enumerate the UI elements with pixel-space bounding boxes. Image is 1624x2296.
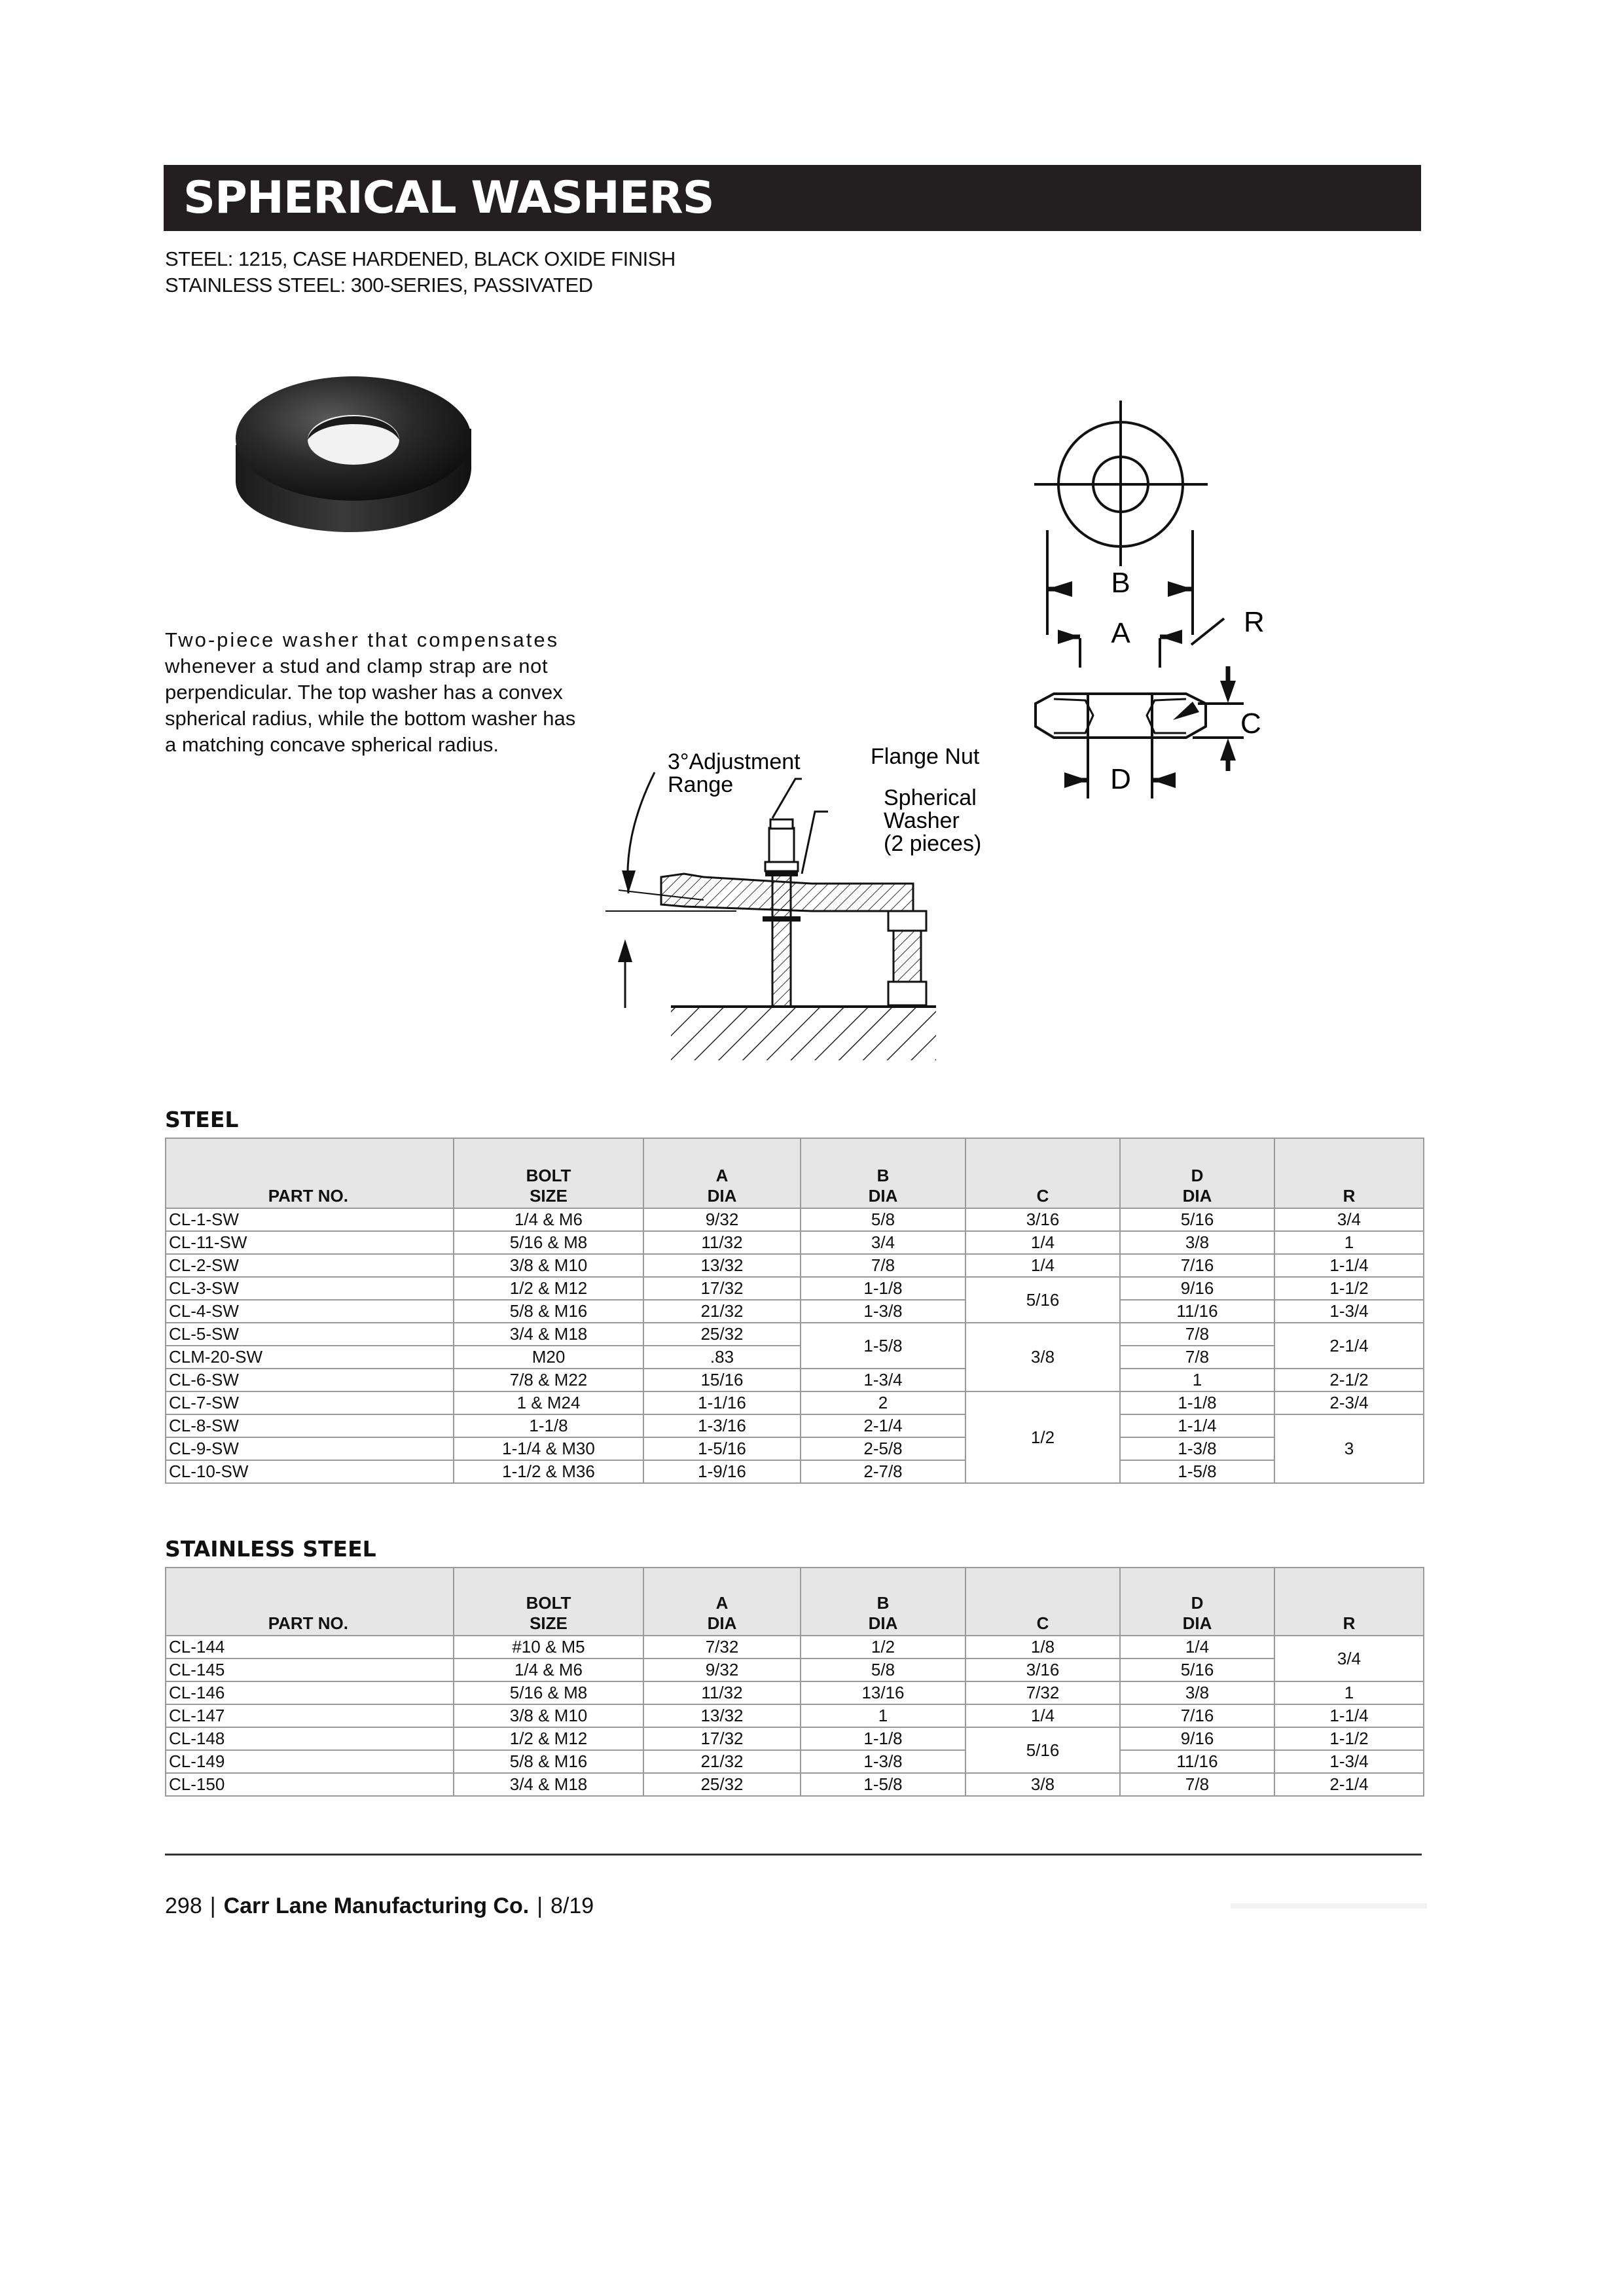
cell-d: 7/8 <box>1120 1323 1274 1346</box>
label-r: R <box>1244 606 1265 638</box>
cell-r: 1-1/4 <box>1274 1254 1424 1277</box>
cell-r: 1-1/2 <box>1274 1277 1424 1300</box>
cell-a: 25/32 <box>643 1323 801 1346</box>
cell-part: CL-9-SW <box>166 1437 454 1460</box>
label-spherical-washer: Spherical <box>884 785 977 810</box>
cell-d: 5/16 <box>1120 1208 1274 1231</box>
cell-d: 7/16 <box>1120 1704 1274 1727</box>
cell-bolt: 5/8 & M16 <box>454 1750 643 1773</box>
cell-r: 2-1/4 <box>1274 1323 1424 1369</box>
page-title: SPHERICAL WASHERS <box>183 172 714 224</box>
cell-bolt: 5/16 & M8 <box>454 1681 643 1704</box>
cell-part: CL-7-SW <box>166 1391 454 1414</box>
label-a: A <box>1111 617 1130 649</box>
cell-r: 3/4 <box>1274 1636 1424 1681</box>
cell-part: CL-10-SW <box>166 1460 454 1483</box>
table-row <box>166 1437 1424 1460</box>
cell-a: 13/32 <box>643 1704 801 1727</box>
cell-part: CL-11-SW <box>166 1231 454 1254</box>
cell-r: 1-1/4 <box>1274 1704 1424 1727</box>
label-flange-nut: Flange Nut <box>871 744 980 769</box>
faint-footer-mark <box>1231 1898 1427 1914</box>
table-row <box>166 1323 1424 1346</box>
table-row <box>166 1704 1424 1727</box>
cell-bolt: 3/8 & M10 <box>454 1254 643 1277</box>
cell-c: 1/8 <box>965 1636 1120 1659</box>
cell-bolt: 5/8 & M16 <box>454 1300 643 1323</box>
header-part-no: PART NO. <box>166 1138 454 1208</box>
cell-a: 1-5/16 <box>643 1437 801 1460</box>
cell-c: 1/4 <box>965 1254 1120 1277</box>
cell-b: 1/2 <box>801 1636 965 1659</box>
cell-d: 1/4 <box>1120 1636 1274 1659</box>
cell-part: CL-2-SW <box>166 1254 454 1277</box>
table-row <box>166 1277 1424 1300</box>
cell-part: CL-148 <box>166 1727 454 1750</box>
table-row <box>166 1369 1424 1391</box>
cell-part: CLM-20-SW <box>166 1346 454 1369</box>
cell-d: 9/16 <box>1120 1727 1274 1750</box>
company-name: Carr Lane Manufacturing Co. <box>223 1893 530 1918</box>
cell-a: 1-3/16 <box>643 1414 801 1437</box>
footer-date: 8/19 <box>550 1893 594 1918</box>
label-adjustment-range-2: Range <box>668 772 734 797</box>
product-description <box>165 627 577 758</box>
cell-a: 9/32 <box>643 1659 801 1681</box>
label-c: C <box>1240 708 1261 740</box>
header-a-dia: A DIA <box>643 1568 801 1636</box>
label-spherical-washer-3: (2 pieces) <box>884 831 982 856</box>
cell-d: 7/8 <box>1120 1346 1274 1369</box>
header-a-dia: A DIA <box>643 1138 801 1208</box>
cell-r: 2-1/2 <box>1274 1369 1424 1391</box>
stainless-table <box>165 1567 1424 1797</box>
cell-d: 11/16 <box>1120 1750 1274 1773</box>
cell-bolt: 1-1/4 & M30 <box>454 1437 643 1460</box>
cell-r: 2-1/4 <box>1274 1773 1424 1796</box>
cell-b: 1-3/8 <box>801 1300 965 1323</box>
cell-b: 1-5/8 <box>801 1773 965 1796</box>
cell-d: 9/16 <box>1120 1277 1274 1300</box>
cell-c: 1/4 <box>965 1704 1120 1727</box>
label-d: D <box>1110 763 1131 795</box>
cell-bolt: 3/4 & M18 <box>454 1323 643 1346</box>
cell-c: 3/16 <box>965 1208 1120 1231</box>
cell-bolt: 3/8 & M10 <box>454 1704 643 1727</box>
table-row <box>166 1727 1424 1750</box>
cell-r: 1-3/4 <box>1274 1750 1424 1773</box>
cell-a: .83 <box>643 1346 801 1369</box>
cell-bolt: 1/4 & M6 <box>454 1659 643 1681</box>
description-line: spherical radius, while the bottom washer has <box>165 707 576 730</box>
table-row <box>166 1208 1424 1231</box>
table-row <box>166 1750 1424 1773</box>
cell-b: 2-7/8 <box>801 1460 965 1483</box>
cell-a: 11/32 <box>643 1231 801 1254</box>
cell-c: 5/16 <box>965 1727 1120 1773</box>
footer-separator: | <box>209 1893 216 1918</box>
header-d-dia: D DIA <box>1120 1138 1274 1208</box>
cell-c: 1/4 <box>965 1231 1120 1254</box>
table-row <box>166 1231 1424 1254</box>
cell-d: 3/8 <box>1120 1681 1274 1704</box>
cell-bolt: 7/8 & M22 <box>454 1369 643 1391</box>
cell-a: 15/16 <box>643 1369 801 1391</box>
cell-a: 21/32 <box>643 1750 801 1773</box>
cell-r: 1-1/2 <box>1274 1727 1424 1750</box>
header-bolt-size: BOLT SIZE <box>454 1138 643 1208</box>
cell-bolt: 1/2 & M12 <box>454 1727 643 1750</box>
header-d-dia: D DIA <box>1120 1568 1274 1636</box>
cell-a: 21/32 <box>643 1300 801 1323</box>
material-spec-steel: STEEL: 1215, CASE HARDENED, BLACK OXIDE FINISH <box>165 247 676 270</box>
header-c: C <box>965 1568 1120 1636</box>
cell-bolt: 3/4 & M18 <box>454 1773 643 1796</box>
cell-d: 1-1/4 <box>1120 1414 1274 1437</box>
cell-bolt: #10 & M5 <box>454 1636 643 1659</box>
washer-dimension-diagram <box>1021 393 1296 805</box>
cell-d: 11/16 <box>1120 1300 1274 1323</box>
title-bar <box>164 165 1421 231</box>
cell-c: 5/16 <box>965 1277 1120 1323</box>
cell-d: 1-5/8 <box>1120 1460 1274 1483</box>
steel-table <box>165 1138 1424 1484</box>
cell-b: 1-1/8 <box>801 1277 965 1300</box>
cell-r: 1 <box>1274 1681 1424 1704</box>
description-line: whenever a stud and clamp strap are not <box>165 655 549 677</box>
cell-b: 1-3/4 <box>801 1369 965 1391</box>
cell-r: 1-3/4 <box>1274 1300 1424 1323</box>
cell-bolt: 1-1/8 <box>454 1414 643 1437</box>
cell-a: 1-9/16 <box>643 1460 801 1483</box>
cell-part: CL-5-SW <box>166 1323 454 1346</box>
cell-a: 13/32 <box>643 1254 801 1277</box>
cell-a: 7/32 <box>643 1636 801 1659</box>
cell-b: 5/8 <box>801 1659 965 1681</box>
material-spec-stainless: STAINLESS STEEL: 300-SERIES, PASSIVATED <box>165 274 593 296</box>
label-spherical-washer-2: Washer <box>884 808 960 833</box>
table-row <box>166 1659 1424 1681</box>
cell-c: 3/8 <box>965 1773 1120 1796</box>
header-part-no: PART NO. <box>166 1568 454 1636</box>
cell-d: 7/16 <box>1120 1254 1274 1277</box>
cell-part: CL-149 <box>166 1750 454 1773</box>
cell-a: 1-1/16 <box>643 1391 801 1414</box>
header-r: R <box>1274 1138 1424 1208</box>
header-r: R <box>1274 1568 1424 1636</box>
cell-r: 3 <box>1274 1414 1424 1483</box>
header-c: C <box>965 1138 1120 1208</box>
cell-a: 17/32 <box>643 1727 801 1750</box>
cell-b: 1 <box>801 1704 965 1727</box>
cell-bolt: 1/4 & M6 <box>454 1208 643 1231</box>
header-b-dia: B DIA <box>801 1568 965 1636</box>
cell-d: 5/16 <box>1120 1659 1274 1681</box>
table-header-row <box>166 1138 1424 1208</box>
cell-d: 1 <box>1120 1369 1274 1391</box>
table-row <box>166 1460 1424 1483</box>
cell-bolt: 5/16 & M8 <box>454 1231 643 1254</box>
table-header-row <box>166 1568 1424 1636</box>
cell-b: 3/4 <box>801 1231 965 1254</box>
table-row <box>166 1636 1424 1659</box>
section-heading-stainless: STAINLESS STEEL <box>165 1536 376 1562</box>
cell-d: 1-3/8 <box>1120 1437 1274 1460</box>
cell-bolt: 1-1/2 & M36 <box>454 1460 643 1483</box>
cell-c: 3/16 <box>965 1659 1120 1681</box>
description-line: Two-piece washer that compensates <box>165 628 560 651</box>
label-b: B <box>1111 567 1130 599</box>
cell-part: CL-6-SW <box>166 1369 454 1391</box>
description-line: perpendicular. The top washer has a convex <box>165 681 563 704</box>
table-row <box>166 1346 1424 1369</box>
cell-bolt: 1 & M24 <box>454 1391 643 1414</box>
cell-d: 3/8 <box>1120 1231 1274 1254</box>
cell-part: CL-147 <box>166 1704 454 1727</box>
cell-b: 1-5/8 <box>801 1323 965 1369</box>
washer-photo <box>229 367 478 543</box>
cell-b: 2 <box>801 1391 965 1414</box>
cell-b: 1-3/8 <box>801 1750 965 1773</box>
cell-d: 7/8 <box>1120 1773 1274 1796</box>
section-heading-steel: STEEL <box>165 1107 239 1132</box>
cell-part: CL-3-SW <box>166 1277 454 1300</box>
cell-part: CL-146 <box>166 1681 454 1704</box>
cell-d: 1-1/8 <box>1120 1391 1274 1414</box>
cell-bolt: M20 <box>454 1346 643 1369</box>
cell-part: CL-145 <box>166 1659 454 1681</box>
footer-divider <box>165 1854 1422 1856</box>
description-line: a matching concave spherical radius. <box>165 733 499 756</box>
cell-r: 3/4 <box>1274 1208 1424 1231</box>
page-footer <box>165 1893 594 1919</box>
footer-separator: | <box>537 1893 543 1918</box>
cell-r: 2-3/4 <box>1274 1391 1424 1414</box>
table-row <box>166 1773 1424 1796</box>
cell-a: 17/32 <box>643 1277 801 1300</box>
cell-b: 2-1/4 <box>801 1414 965 1437</box>
cell-part: CL-150 <box>166 1773 454 1796</box>
cell-part: CL-144 <box>166 1636 454 1659</box>
cell-b: 2-5/8 <box>801 1437 965 1460</box>
header-b-dia: B DIA <box>801 1138 965 1208</box>
cell-b: 5/8 <box>801 1208 965 1231</box>
cell-c: 7/32 <box>965 1681 1120 1704</box>
cell-r: 1 <box>1274 1231 1424 1254</box>
cell-bolt: 1/2 & M12 <box>454 1277 643 1300</box>
clamp-application-diagram <box>605 740 992 1060</box>
cell-part: CL-1-SW <box>166 1208 454 1231</box>
cell-a: 11/32 <box>643 1681 801 1704</box>
header-bolt-size: BOLT SIZE <box>454 1568 643 1636</box>
table-row <box>166 1414 1424 1437</box>
cell-c: 3/8 <box>965 1323 1120 1391</box>
table-row <box>166 1681 1424 1704</box>
cell-part: CL-4-SW <box>166 1300 454 1323</box>
table-row <box>166 1391 1424 1414</box>
cell-b: 7/8 <box>801 1254 965 1277</box>
cell-b: 1-1/8 <box>801 1727 965 1750</box>
cell-c: 1/2 <box>965 1391 1120 1483</box>
label-adjustment-range: 3°Adjustment <box>668 749 801 774</box>
cell-b: 13/16 <box>801 1681 965 1704</box>
cell-a: 25/32 <box>643 1773 801 1796</box>
table-row <box>166 1300 1424 1323</box>
cell-a: 9/32 <box>643 1208 801 1231</box>
table-row <box>166 1254 1424 1277</box>
page-number: 298 <box>165 1893 202 1918</box>
cell-part: CL-8-SW <box>166 1414 454 1437</box>
